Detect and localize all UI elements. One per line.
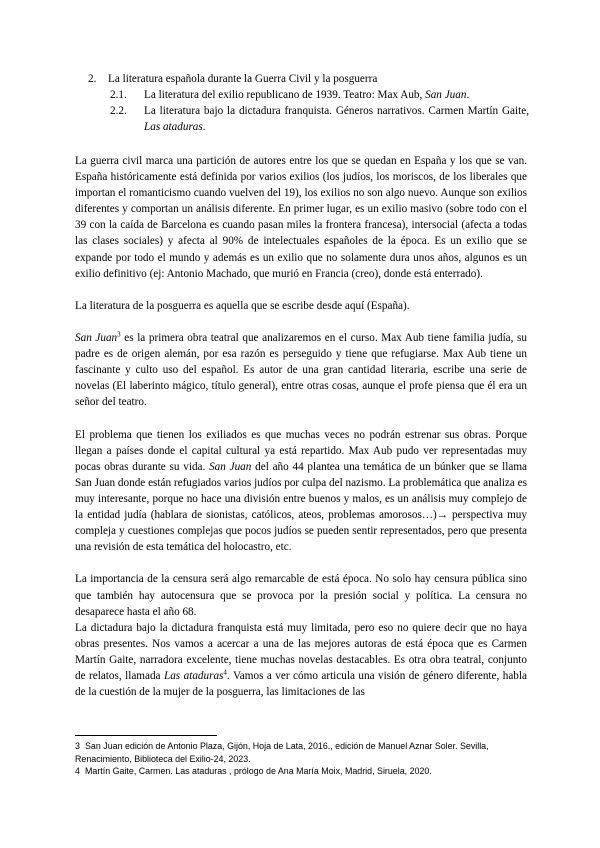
outline-text bbox=[144, 87, 529, 103]
work-title: San Juan bbox=[75, 332, 118, 345]
paragraph-text: . Vamos a ver cómo articula una visión de género diferente, habla de la cuestión de la mujer de la posguerra, las limitaciones de las bbox=[75, 670, 527, 699]
paragraph-text: El problema que tienen los exiliados es que muchas veces no podrán estrenar sus obras. Porque llegan a países donde el capital cultural ya está repartido. Max Aub pudo ver representadas muy pocas obras durante su vida. bbox=[75, 428, 527, 473]
paragraph-exiliados bbox=[75, 427, 527, 556]
footnote-ref[interactable]: 4 bbox=[223, 668, 227, 677]
footnote-ref[interactable]: 3 bbox=[117, 330, 121, 339]
paragraph-censura: La importancia de la censura será algo remarcable de está época. No solo hay censura pública sino que también hay autocensura que se provoca por la presión social y política. La censura no desaparece hasta el año 68. bbox=[75, 573, 527, 618]
paragraph-san-juan bbox=[75, 330, 527, 410]
outline-text-main: La literatura del exilio republicano de 1939. Teatro: Max Aub, bbox=[144, 89, 426, 102]
outline-subitem bbox=[88, 103, 528, 135]
paragraph-exile: La guerra civil marca una partición de autores entre los que se quedan en España y los que se van. España históricamente está definida por varios exilios (los judíos, los moriscos, de los liberales que importan el romanticismo cuando vuelven del 19), los exilios no son algo nuevo. Aunque son exilios diferentes y comportan un análisis diferente. En primer lugar, es un exilio masivo (sobre todo con el 39 con la caída de Barcelona es cuando pasan miles la frontera francesa), intersocial (afecta a todas las clases sociales) y afecta al 90% de intelectuales españoles de la época. Es un exilio que se expande por todo el mundo y además es un exilio que no solamente dura unos años, algunos es un exilio definitivo (ej: Antonio Machado, que murió en Francia (creo), donde está enterrado). bbox=[75, 155, 527, 280]
work-title: Las ataduras bbox=[144, 121, 203, 134]
body-text bbox=[75, 153, 527, 700]
paragraph-text: del año 44 plantea una temática de un búnker que se llama San Juan donde están refugiados varios judíos por culpa del nazismo. La problemática que analiza es muy interesante, porque no hace una división entre buenos y malos, es un análisis muy complejo de la entidad judía (hablara de sionistas, católicos, ateos, problemas amorosos…)→ perspectiva muy compleja y cuestiones complejas que pocos judíos se pueden sentir representados, pero que presenta una revisión de esta temática del holocastro, etc. bbox=[75, 460, 527, 554]
outline-text-end: . bbox=[466, 89, 470, 102]
paragraph-text: La dictadura bajo la dictadura franquista está muy limitada, pero eso no quiere decir que no haya obras presentes. Nos vamos a acercar a una de las mejores autoras de está época que es Carmen Martín Gaite, narradora excelente, tiene muchas novelas destacables. Es otra obra teatral, conjunto de relatos, llamada bbox=[75, 621, 527, 682]
outline-text bbox=[144, 103, 529, 135]
outline-subitem bbox=[88, 87, 528, 103]
footnote-text: San Juan edición de Antonio Plaza, Gijón, Hoja de Lata, 2016., edición de Manuel Aznar Soler. Sevilla, Renacimiento, Biblioteca del Exilio-24, 2023. bbox=[75, 741, 489, 764]
outline-text-end: . bbox=[202, 121, 206, 134]
outline-item bbox=[88, 71, 528, 87]
outline-text: La literatura española durante la Guerra Civil y la posguerra bbox=[108, 73, 378, 85]
footnote bbox=[75, 740, 527, 765]
outline-number: 2.2. bbox=[110, 105, 127, 118]
footnote-text: Martín Gaite, Carmen. Las ataduras , prólogo de Ana María Moix, Madrid, Siruela, 2020. bbox=[85, 766, 432, 776]
work-title: San Juan bbox=[425, 89, 467, 102]
paragraph-dictadura bbox=[75, 620, 527, 700]
footnote-number: 4 bbox=[75, 766, 80, 776]
footnotes bbox=[75, 740, 527, 778]
paragraph-text: es la primera obra teatral que analizaremos en el curso. Max Aub tiene familia judía, su padre es de origen alemán, por esa razón es perseguido y tiene que refugiarse. Max Aub tiene un fascinante y culto uso del español. Es autor de una gran cantidad literaria, escribe una serie de novelas (El laberinto mágico, título general), entre otras cosas, aunque el profe piensa que él era un señor del teatro. bbox=[75, 332, 528, 409]
work-title: San Juan bbox=[209, 460, 252, 473]
footnote-number: 3 bbox=[75, 741, 80, 751]
paragraph-posguerra: La literatura de la posguerra es aquella que se escribe desde aquí (España). bbox=[75, 299, 410, 312]
footnote bbox=[75, 765, 527, 778]
outline-text-main: La literatura bajo la dictadura franquista. Géneros narrativos. Carmen Martín Gaite, bbox=[144, 105, 529, 118]
topic-outline bbox=[88, 71, 528, 135]
footnote-separator bbox=[75, 735, 217, 736]
outline-number: 2. bbox=[88, 73, 97, 85]
work-title: Las ataduras bbox=[163, 670, 224, 682]
outline-number: 2.1. bbox=[110, 89, 127, 102]
